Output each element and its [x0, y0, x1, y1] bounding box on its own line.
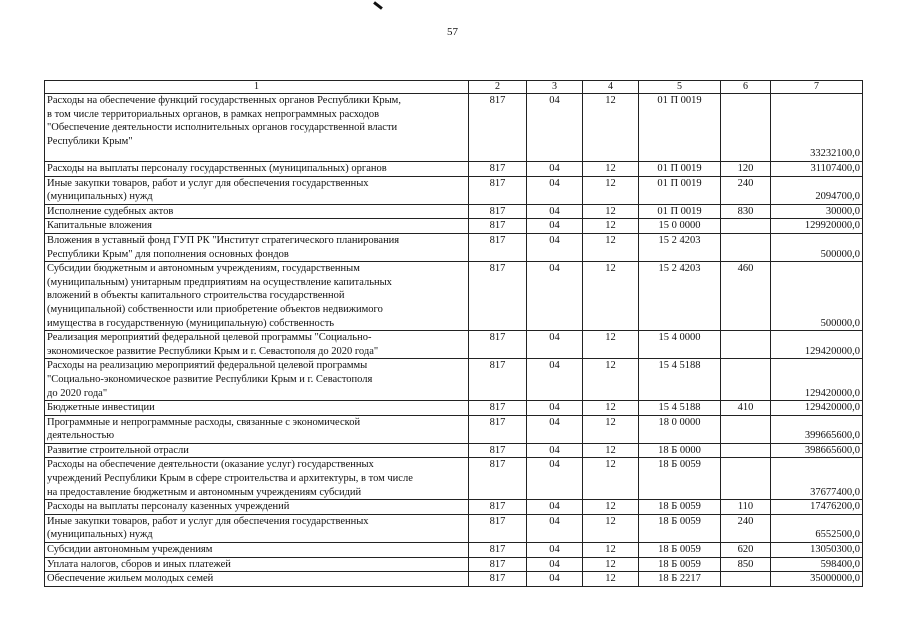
code-cell-2: 817: [469, 443, 527, 458]
expense-name-cell: Реализация мероприятий федеральной целевой программы "Социально- экономическое развитие Республики Крым и г. Севастополя до 2020 года": [45, 331, 469, 359]
header-cell: 2: [469, 81, 527, 94]
code-cell-2: 817: [469, 176, 527, 204]
table-row: [45, 262, 863, 331]
expense-name-cell: Уплата налогов, сборов и иных платежей: [45, 557, 469, 572]
code-cell-4: 12: [583, 415, 639, 443]
amount-cell: 13050300,0: [771, 543, 863, 558]
code-cell-6: [721, 233, 771, 261]
code-cell-4: 12: [583, 219, 639, 234]
code-cell-4: 12: [583, 94, 639, 162]
expense-name-cell: Расходы на обеспечение функций государственных органов Республики Крым, в том числе территориальных органов, в рамках непрограммных расходов "Обеспечение деятельности исполнительных органов государственной власти Республики Крым": [45, 94, 469, 162]
table-row: [45, 162, 863, 177]
table-row: [45, 443, 863, 458]
code-cell-3: 04: [527, 572, 583, 587]
code-cell-2: 817: [469, 359, 527, 401]
expense-name-cell: Расходы на обеспечение деятельности (оказание услуг) государственных учреждений Республики Крым в сфере строительства и архитектуры, в том числе на предоставление бюджетным и автономным учреждениям субсидий: [45, 458, 469, 500]
code-cell-3: 04: [527, 262, 583, 331]
code-cell-3: 04: [527, 162, 583, 177]
table-row: [45, 359, 863, 401]
code-cell-2: 817: [469, 415, 527, 443]
table-row: [45, 500, 863, 515]
code-cell-5: 15 4 5188: [639, 359, 721, 401]
code-cell-6: [721, 572, 771, 587]
expense-name-cell: Расходы на выплаты персоналу государственных (муниципальных) органов: [45, 162, 469, 177]
code-cell-2: 817: [469, 401, 527, 416]
code-cell-6: [721, 219, 771, 234]
table-row: [45, 557, 863, 572]
amount-cell: 398665600,0: [771, 443, 863, 458]
page-number: 57: [447, 26, 458, 38]
code-cell-2: 817: [469, 543, 527, 558]
code-cell-6: 830: [721, 204, 771, 219]
amount-cell: 500000,0: [771, 262, 863, 331]
code-cell-4: 12: [583, 359, 639, 401]
header-cell: 7: [771, 81, 863, 94]
code-cell-4: 12: [583, 176, 639, 204]
code-cell-3: 04: [527, 543, 583, 558]
code-cell-4: 12: [583, 543, 639, 558]
code-cell-5: 18 Б 0059: [639, 500, 721, 515]
code-cell-4: 12: [583, 572, 639, 587]
code-cell-4: 12: [583, 331, 639, 359]
code-cell-3: 04: [527, 233, 583, 261]
code-cell-4: 12: [583, 557, 639, 572]
scan-mark: [373, 1, 383, 10]
code-cell-6: 620: [721, 543, 771, 558]
expense-name-cell: Субсидии автономным учреждениям: [45, 543, 469, 558]
expense-name-cell: Программные и непрограммные расходы, связанные с экономической деятельностью: [45, 415, 469, 443]
expense-name-cell: Иные закупки товаров, работ и услуг для обеспечения государственных (муниципальных) нужд: [45, 514, 469, 542]
amount-cell: 6552500,0: [771, 514, 863, 542]
header-cell: 1: [45, 81, 469, 94]
table-row: [45, 415, 863, 443]
code-cell-6: 120: [721, 162, 771, 177]
amount-cell: 30000,0: [771, 204, 863, 219]
code-cell-5: 18 Б 0000: [639, 443, 721, 458]
code-cell-6: 240: [721, 514, 771, 542]
amount-cell: 17476200,0: [771, 500, 863, 515]
code-cell-6: [721, 443, 771, 458]
code-cell-2: 817: [469, 514, 527, 542]
code-cell-3: 04: [527, 176, 583, 204]
header-row: [45, 81, 863, 94]
code-cell-2: 817: [469, 262, 527, 331]
code-cell-6: 240: [721, 176, 771, 204]
code-cell-2: 817: [469, 572, 527, 587]
code-cell-4: 12: [583, 500, 639, 515]
budget-table: [44, 80, 863, 587]
code-cell-6: [721, 458, 771, 500]
code-cell-3: 04: [527, 204, 583, 219]
code-cell-6: [721, 359, 771, 401]
expense-name-cell: Бюджетные инвестиции: [45, 401, 469, 416]
code-cell-3: 04: [527, 331, 583, 359]
code-cell-3: 04: [527, 219, 583, 234]
code-cell-2: 817: [469, 458, 527, 500]
code-cell-4: 12: [583, 204, 639, 219]
code-cell-2: 817: [469, 557, 527, 572]
table-row: [45, 176, 863, 204]
table-row: [45, 514, 863, 542]
table-row: [45, 543, 863, 558]
amount-cell: 37677400,0: [771, 458, 863, 500]
expense-name-cell: Расходы на выплаты персоналу казенных учреждений: [45, 500, 469, 515]
code-cell-4: 12: [583, 443, 639, 458]
code-cell-3: 04: [527, 443, 583, 458]
code-cell-4: 12: [583, 262, 639, 331]
header-cell: 4: [583, 81, 639, 94]
expense-name-cell: Исполнение судебных актов: [45, 204, 469, 219]
header-cell: 5: [639, 81, 721, 94]
code-cell-5: 15 4 0000: [639, 331, 721, 359]
expense-name-cell: Капитальные вложения: [45, 219, 469, 234]
code-cell-4: 12: [583, 514, 639, 542]
amount-cell: 129420000,0: [771, 359, 863, 401]
amount-cell: 35000000,0: [771, 572, 863, 587]
code-cell-5: 15 2 4203: [639, 262, 721, 331]
code-cell-5: 18 Б 0059: [639, 557, 721, 572]
code-cell-5: 18 Б 2217: [639, 572, 721, 587]
expense-name-cell: Субсидии бюджетным и автономным учреждениям, государственным (муниципальным) унитарным предприятиям на осуществление капитальных вложений в объекты капитального строительства государственной (муниципальной) собственности или приобретение объектов недвижимого имущества в государственную (муниципальную) собственность: [45, 262, 469, 331]
code-cell-6: 460: [721, 262, 771, 331]
table-row: [45, 204, 863, 219]
code-cell-5: 18 Б 0059: [639, 543, 721, 558]
code-cell-3: 04: [527, 557, 583, 572]
amount-cell: 129420000,0: [771, 401, 863, 416]
amount-cell: 399665600,0: [771, 415, 863, 443]
expense-name-cell: Развитие строительной отрасли: [45, 443, 469, 458]
code-cell-2: 817: [469, 162, 527, 177]
code-cell-4: 12: [583, 458, 639, 500]
amount-cell: 2094700,0: [771, 176, 863, 204]
table-row: [45, 233, 863, 261]
code-cell-5: 15 4 5188: [639, 401, 721, 416]
code-cell-5: 01 П 0019: [639, 162, 721, 177]
code-cell-3: 04: [527, 359, 583, 401]
code-cell-5: 01 П 0019: [639, 204, 721, 219]
code-cell-3: 04: [527, 458, 583, 500]
amount-cell: 598400,0: [771, 557, 863, 572]
code-cell-5: 15 2 4203: [639, 233, 721, 261]
header-cell: 6: [721, 81, 771, 94]
header-cell: 3: [527, 81, 583, 94]
code-cell-3: 04: [527, 514, 583, 542]
table-row: [45, 401, 863, 416]
table-row: [45, 331, 863, 359]
amount-cell: 129920000,0: [771, 219, 863, 234]
expense-name-cell: Вложения в уставный фонд ГУП РК "Институт стратегического планирования Республики Крым" для пополнения основных фондов: [45, 233, 469, 261]
code-cell-2: 817: [469, 331, 527, 359]
code-cell-5: 01 П 0019: [639, 94, 721, 162]
code-cell-3: 04: [527, 500, 583, 515]
code-cell-3: 04: [527, 94, 583, 162]
code-cell-5: 18 Б 0059: [639, 458, 721, 500]
expense-name-cell: Обеспечение жильем молодых семей: [45, 572, 469, 587]
code-cell-6: 410: [721, 401, 771, 416]
table-row: [45, 572, 863, 587]
amount-cell: 33232100,0: [771, 94, 863, 162]
code-cell-2: 817: [469, 94, 527, 162]
code-cell-2: 817: [469, 500, 527, 515]
code-cell-3: 04: [527, 401, 583, 416]
code-cell-3: 04: [527, 415, 583, 443]
code-cell-4: 12: [583, 162, 639, 177]
code-cell-2: 817: [469, 233, 527, 261]
code-cell-5: 15 0 0000: [639, 219, 721, 234]
code-cell-5: 18 Б 0059: [639, 514, 721, 542]
table-row: [45, 458, 863, 500]
code-cell-2: 817: [469, 219, 527, 234]
amount-cell: 129420000,0: [771, 331, 863, 359]
amount-cell: 500000,0: [771, 233, 863, 261]
table-row: [45, 94, 863, 162]
code-cell-6: [721, 331, 771, 359]
code-cell-4: 12: [583, 233, 639, 261]
expense-name-cell: Иные закупки товаров, работ и услуг для обеспечения государственных (муниципальных) нужд: [45, 176, 469, 204]
code-cell-6: [721, 94, 771, 162]
code-cell-4: 12: [583, 401, 639, 416]
amount-cell: 31107400,0: [771, 162, 863, 177]
expense-name-cell: Расходы на реализацию мероприятий федеральной целевой программы "Социально-экономическое развитие Республики Крым и г. Севастополя до 2020 года": [45, 359, 469, 401]
code-cell-2: 817: [469, 204, 527, 219]
table-row: [45, 219, 863, 234]
code-cell-6: 110: [721, 500, 771, 515]
code-cell-5: 18 0 0000: [639, 415, 721, 443]
code-cell-5: 01 П 0019: [639, 176, 721, 204]
code-cell-6: 850: [721, 557, 771, 572]
code-cell-6: [721, 415, 771, 443]
